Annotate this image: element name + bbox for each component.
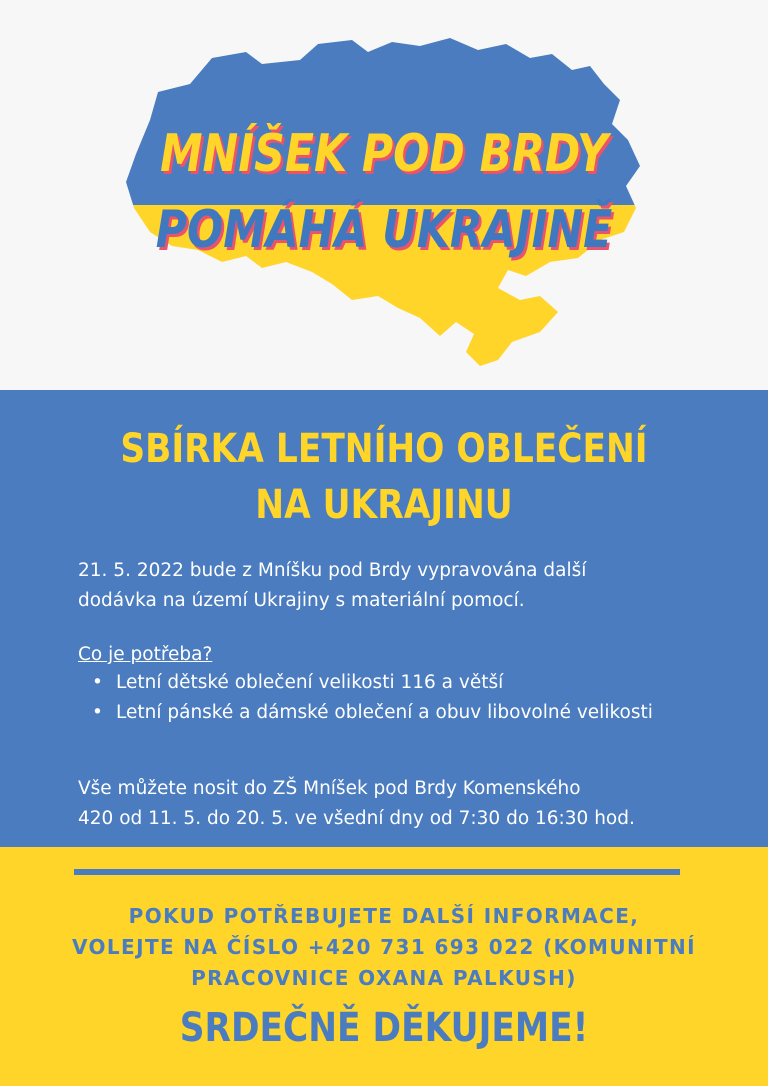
thank-you-text: SRDEČNĚ DĚKUJEME!	[179, 1005, 589, 1051]
contact-line-2: VOLEJTE NA ČÍSLO +420 731 693 022 (KOMUNITNÍ	[71, 935, 697, 959]
dropoff-line-1: Vše můžete nosit do ZŠ Mníšek pod Brdy Komenského	[78, 778, 581, 799]
contact-line-3: PRACOVNICE OXANA PALKUSH)	[191, 966, 577, 990]
intro-line-1: 21. 5. 2022 bude z Mníšku pod Brdy vypravována další	[78, 560, 587, 581]
list-item: • Letní dětské oblečení velikosti 116 a větší	[92, 669, 692, 697]
footer-section	[0, 847, 768, 1086]
divider	[74, 869, 680, 875]
needs-heading: Co je potřeba?	[78, 644, 213, 665]
intro-paragraph	[78, 556, 698, 616]
ukraine-map-icon	[0, 0, 768, 390]
headline-line-2: POMÁHÁ UKRAJINĚ	[155, 200, 613, 260]
contact-line-1: POKUD POTŘEBUJETE DALŠÍ INFORMACE,	[128, 904, 640, 928]
list-item: • Letní pánské a dámské oblečení a obuv libovolné velikosti	[92, 699, 692, 727]
dropoff-line-2: 420 od 11. 5. do 20. 5. ve všední dny od 7:30 do 16:30 hod.	[78, 808, 635, 829]
dropoff-paragraph	[78, 774, 698, 834]
main-section	[0, 390, 768, 847]
collection-title-line-2: NA UKRAJINU	[255, 482, 513, 528]
header-section	[0, 0, 768, 390]
intro-line-2: dodávka na území Ukrajiny s materiální pomocí.	[78, 590, 525, 611]
contact-info	[0, 901, 768, 994]
needs-list	[92, 669, 692, 729]
headline-line-1: MNÍŠEK POD BRDY	[160, 124, 608, 184]
collection-title-line-1: SBÍRKA LETNÍHO OBLEČENÍ	[120, 426, 648, 472]
